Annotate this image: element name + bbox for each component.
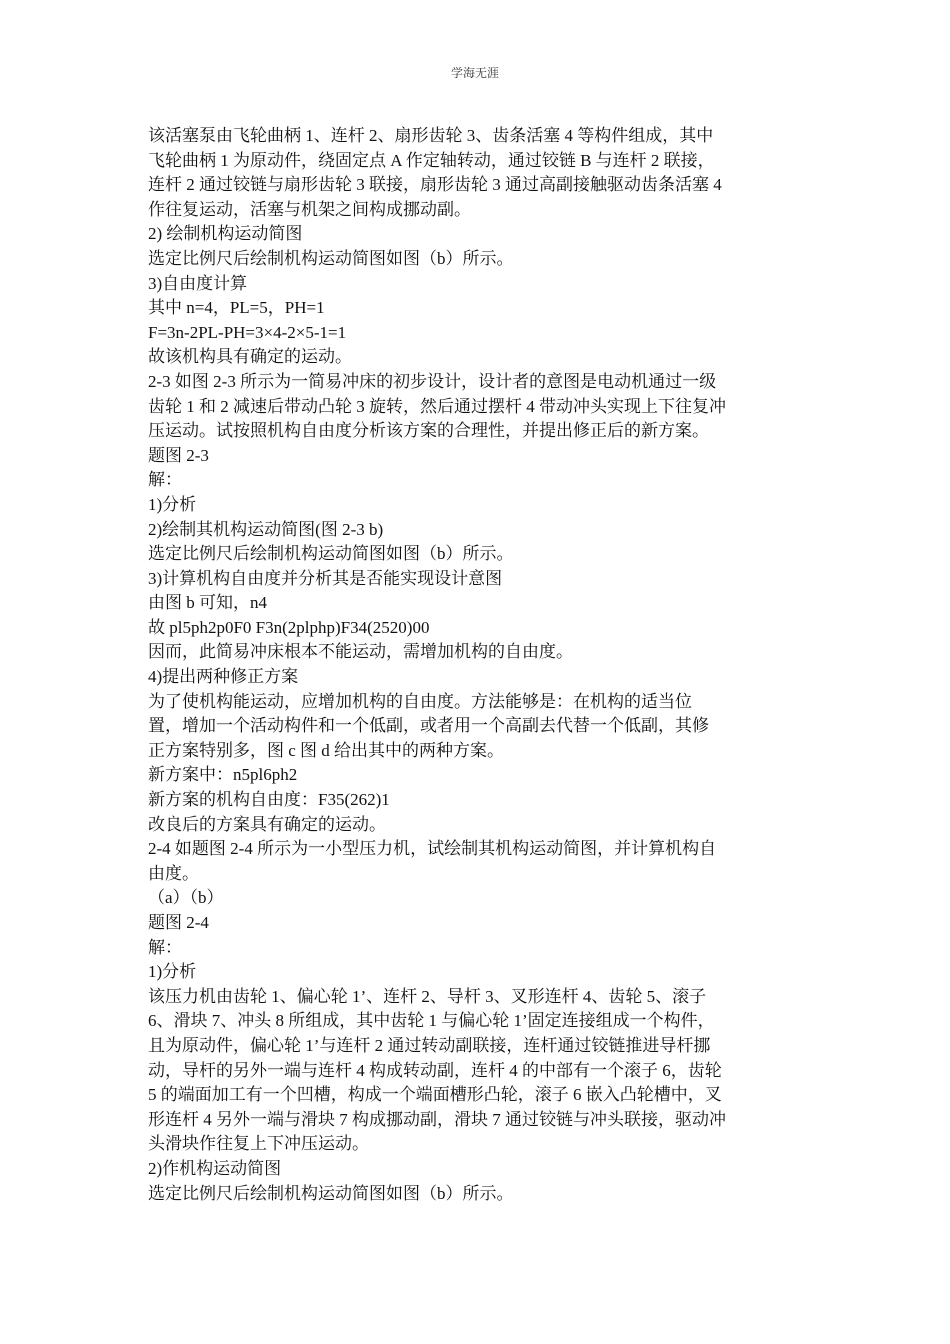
text-line: 选定比例尺后绘制机构运动简图如图（b）所示。 <box>148 248 514 268</box>
problem-statement: 2-4 如题图 2-4 所示为一小型压力机，试绘制其机构运动简图，并计算机构自 <box>148 839 717 859</box>
formula-line: 新方案中：n5pl6ph2 <box>148 765 298 785</box>
problem-statement: 齿轮 1 和 2 减速后带动凸轮 3 旋转，然后通过摆杆 4 带动冲头实现上下往复冲 <box>148 396 726 416</box>
text-line: 5 的端面加工有一个凹槽，构成一个端面槽形凸轮，滚子 6 嵌入凸轮槽中，叉 <box>148 1085 722 1105</box>
formula-line: 其中 n=4，PL=5，PH=1 <box>148 298 325 318</box>
section-heading: 2)绘制其机构运动简图(图 2-3 b) <box>148 519 384 539</box>
formula-line: 新方案的机构自由度：F35(262)1 <box>148 790 390 810</box>
text-line: 改良后的方案具有确定的运动。 <box>148 814 386 834</box>
text-line: 选定比例尺后绘制机构运动简图如图（b）所示。 <box>148 544 514 564</box>
section-heading: 1)分析 <box>148 962 197 982</box>
page-header: 学海无涯 <box>450 66 499 80</box>
section-heading: 3)计算机构自由度并分析其是否能实现设计意图 <box>148 568 503 588</box>
section-heading: 4)提出两种修正方案 <box>148 667 299 687</box>
figure-caption: 题图 2-4 <box>148 913 209 932</box>
text-line: 该压力机由齿轮 1、偏心轮 1’、连杆 2、导杆 3、叉形连杆 4、齿轮 5、滚子 <box>148 986 707 1006</box>
section-heading: 2)作机构运动简图 <box>148 1158 282 1178</box>
formula-line: F=3n-2PL-PH=3×4-2×5-1=1 <box>148 322 347 342</box>
text-line: 作往复运动，活塞与机架之间构成挪动副。 <box>148 199 471 219</box>
problem-statement: 由度。 <box>148 863 199 883</box>
problem-statement: 压运动。试按照机构自由度分析该方案的合理性，并提出修正后的新方案。 <box>148 421 709 441</box>
text-line: 且为原动件，偏心轮 1’与连杆 2 通过转动副联接，连杆通过铰链推进导杆挪 <box>148 1035 711 1055</box>
text-line: 飞轮曲柄 1 为原动件，绕固定点 A 作定轴转动，通过铰链 B 与连杆 2 联接， <box>148 150 715 170</box>
figure-caption: （a）（b） <box>148 888 224 908</box>
solution-label: 解： <box>148 470 182 490</box>
section-heading: 3)自由度计算 <box>148 273 248 293</box>
text-line: 由图 b 可知，n4 <box>148 593 267 613</box>
text-line: 6、滑块 7、冲头 8 所组成，其中齿轮 1 与偏心轮 1’固定连接组成一个构件， <box>148 1011 715 1031</box>
text-line: 选定比例尺后绘制机构运动简图如图（b）所示。 <box>148 1183 514 1203</box>
text-line: 头滑块作往复上下冲压运动。 <box>148 1134 369 1154</box>
section-heading: 2) 绘制机构运动简图 <box>148 224 303 244</box>
text-line: 形连杆 4 另外一端与滑块 7 构成挪动副，滑块 7 通过铰链与冲头联接，驱动冲 <box>148 1109 726 1129</box>
section-heading: 1)分析 <box>148 494 197 514</box>
text-line: 动，导杆的另外一端与连杆 4 构成转动副，连杆 4 的中部有一个滚子 6，齿轮 <box>148 1060 722 1080</box>
text-line: 该活塞泵由飞轮曲柄 1、连杆 2、扇形齿轮 3、齿条活塞 4 等构件组成，其中 <box>148 126 714 145</box>
text-line: 因而，此简易冲床根本不能运动，需增加机构的自由度。 <box>148 642 573 662</box>
document-body <box>148 124 803 1206</box>
text-line: 连杆 2 通过铰链与扇形齿轮 3 联接，扇形齿轮 3 通过高副接触驱动齿条活塞 4 <box>148 175 722 195</box>
text-line: 正方案特别多，图 c 图 d 给出其中的两种方案。 <box>148 740 505 760</box>
problem-statement: 2-3 如图 2-3 所示为一简易冲床的初步设计，设计者的意图是电动机通过一级 <box>148 371 717 391</box>
solution-label: 解： <box>148 937 182 957</box>
text-line: 故该机构具有确定的运动。 <box>148 347 352 367</box>
text-line: 置，增加一个活动构件和一个低副，或者用一个高副去代替一个低副，其修 <box>148 716 709 736</box>
formula-line: 故 pl5ph2p0F0 F3n(2plphp)F34(2520)00 <box>148 617 430 637</box>
text-line: 为了使机构能运动，应增加机构的自由度。方法能够是：在机构的适当位 <box>148 691 692 711</box>
figure-caption: 题图 2-3 <box>148 445 209 465</box>
